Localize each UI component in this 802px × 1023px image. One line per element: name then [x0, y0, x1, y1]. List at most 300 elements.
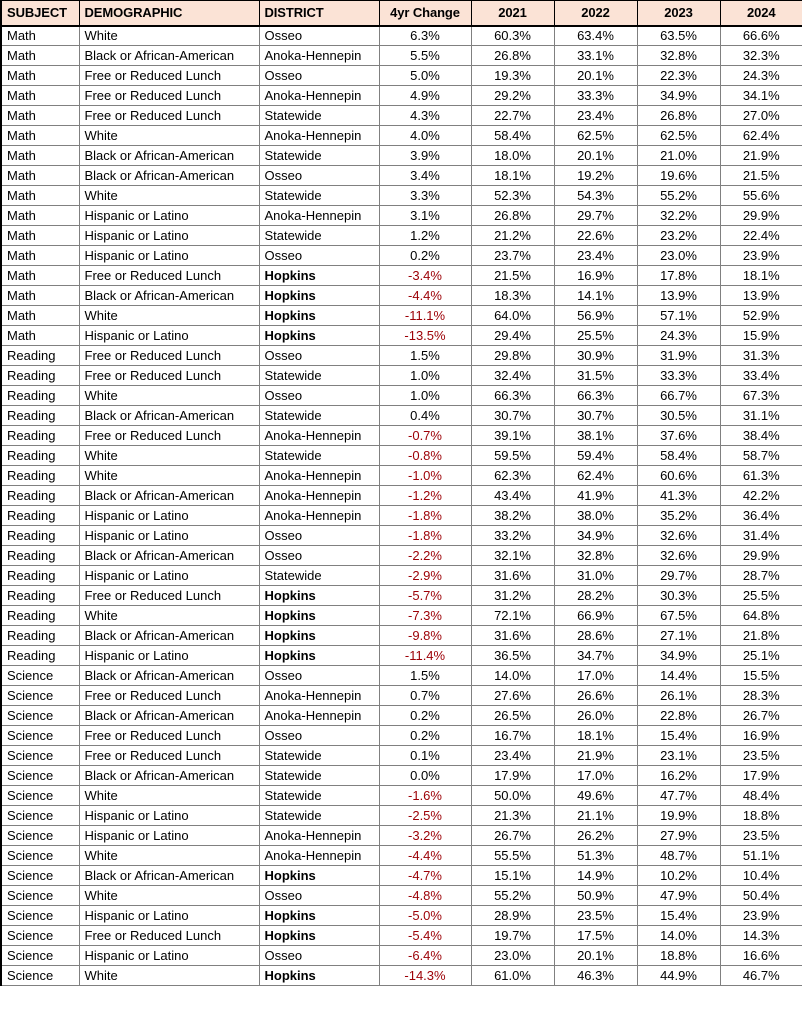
- cell-2024: 38.4%: [720, 426, 802, 446]
- cell-2022: 16.9%: [554, 266, 637, 286]
- cell-2022: 50.9%: [554, 886, 637, 906]
- table-row[interactable]: [1, 166, 802, 186]
- cell-2024: 23.5%: [720, 746, 802, 766]
- cell-2024: 15.5%: [720, 666, 802, 686]
- table-row[interactable]: [1, 466, 802, 486]
- cell-demographic: Hispanic or Latino: [79, 526, 259, 546]
- cell-2021: 33.2%: [471, 526, 554, 546]
- cell-subject: Science: [1, 866, 79, 886]
- table-body: [1, 26, 802, 986]
- table-row[interactable]: [1, 306, 802, 326]
- table-row[interactable]: [1, 626, 802, 646]
- cell-2022: 34.7%: [554, 646, 637, 666]
- cell-2021: 23.7%: [471, 246, 554, 266]
- cell-2022: 26.2%: [554, 826, 637, 846]
- cell-2022: 17.5%: [554, 926, 637, 946]
- cell-subject: Science: [1, 926, 79, 946]
- cell-4yr-change: 1.0%: [379, 366, 471, 386]
- cell-2022: 51.3%: [554, 846, 637, 866]
- cell-2024: 64.8%: [720, 606, 802, 626]
- cell-2022: 29.7%: [554, 206, 637, 226]
- cell-district: Osseo: [259, 246, 379, 266]
- cell-subject: Science: [1, 846, 79, 866]
- cell-2024: 16.9%: [720, 726, 802, 746]
- cell-district: Statewide: [259, 106, 379, 126]
- cell-demographic: Hispanic or Latino: [79, 806, 259, 826]
- table-row[interactable]: [1, 226, 802, 246]
- cell-2021: 21.2%: [471, 226, 554, 246]
- cell-2021: 50.0%: [471, 786, 554, 806]
- table-row[interactable]: [1, 946, 802, 966]
- cell-4yr-change: 0.2%: [379, 706, 471, 726]
- cell-2022: 56.9%: [554, 306, 637, 326]
- cell-2024: 58.7%: [720, 446, 802, 466]
- cell-2023: 63.5%: [637, 26, 720, 46]
- cell-2023: 27.9%: [637, 826, 720, 846]
- cell-2022: 30.7%: [554, 406, 637, 426]
- cell-demographic: Hispanic or Latino: [79, 246, 259, 266]
- column-header-demographic[interactable]: DEMOGRAPHIC: [79, 1, 259, 26]
- cell-2023: 15.4%: [637, 906, 720, 926]
- cell-2024: 18.1%: [720, 266, 802, 286]
- cell-2024: 10.4%: [720, 866, 802, 886]
- table-row[interactable]: [1, 406, 802, 426]
- cell-district: Statewide: [259, 186, 379, 206]
- cell-2022: 62.5%: [554, 126, 637, 146]
- cell-4yr-change: -3.2%: [379, 826, 471, 846]
- cell-2023: 32.6%: [637, 526, 720, 546]
- cell-2024: 31.4%: [720, 526, 802, 546]
- cell-district: Osseo: [259, 346, 379, 366]
- table-row[interactable]: [1, 886, 802, 906]
- cell-district: Osseo: [259, 526, 379, 546]
- cell-subject: Math: [1, 126, 79, 146]
- cell-subject: Math: [1, 186, 79, 206]
- cell-demographic: White: [79, 466, 259, 486]
- cell-demographic: Black or African-American: [79, 866, 259, 886]
- cell-demographic: White: [79, 606, 259, 626]
- cell-2024: 32.3%: [720, 46, 802, 66]
- cell-subject: Science: [1, 966, 79, 986]
- cell-2023: 14.0%: [637, 926, 720, 946]
- cell-2021: 66.3%: [471, 386, 554, 406]
- cell-subject: Math: [1, 166, 79, 186]
- cell-demographic: Free or Reduced Lunch: [79, 86, 259, 106]
- cell-4yr-change: 0.4%: [379, 406, 471, 426]
- column-header-2024[interactable]: 2024: [720, 1, 802, 26]
- cell-2021: 27.6%: [471, 686, 554, 706]
- cell-2021: 30.7%: [471, 406, 554, 426]
- cell-subject: Reading: [1, 586, 79, 606]
- table-header-row: [1, 1, 802, 26]
- cell-4yr-change: -1.8%: [379, 526, 471, 546]
- cell-district: Anoka-Hennepin: [259, 466, 379, 486]
- cell-subject: Reading: [1, 346, 79, 366]
- table-row[interactable]: [1, 506, 802, 526]
- cell-2024: 18.8%: [720, 806, 802, 826]
- cell-4yr-change: -2.2%: [379, 546, 471, 566]
- cell-2022: 59.4%: [554, 446, 637, 466]
- cell-2024: 26.7%: [720, 706, 802, 726]
- cell-2024: 33.4%: [720, 366, 802, 386]
- cell-2024: 42.2%: [720, 486, 802, 506]
- cell-2021: 26.5%: [471, 706, 554, 726]
- cell-4yr-change: 5.0%: [379, 66, 471, 86]
- table-row[interactable]: [1, 206, 802, 226]
- cell-2022: 38.1%: [554, 426, 637, 446]
- cell-2021: 29.2%: [471, 86, 554, 106]
- column-header-2023[interactable]: 2023: [637, 1, 720, 26]
- cell-2021: 26.8%: [471, 46, 554, 66]
- cell-2023: 13.9%: [637, 286, 720, 306]
- cell-2023: 30.3%: [637, 586, 720, 606]
- table-row[interactable]: [1, 386, 802, 406]
- cell-2023: 19.9%: [637, 806, 720, 826]
- cell-2021: 55.5%: [471, 846, 554, 866]
- table-row[interactable]: [1, 526, 802, 546]
- cell-district: Hopkins: [259, 326, 379, 346]
- cell-demographic: White: [79, 386, 259, 406]
- cell-4yr-change: -14.3%: [379, 966, 471, 986]
- table-row[interactable]: [1, 346, 802, 366]
- table-row[interactable]: [1, 686, 802, 706]
- cell-subject: Reading: [1, 626, 79, 646]
- cell-2023: 14.4%: [637, 666, 720, 686]
- cell-4yr-change: -0.7%: [379, 426, 471, 446]
- cell-4yr-change: 6.3%: [379, 26, 471, 46]
- table-row[interactable]: [1, 926, 802, 946]
- cell-subject: Reading: [1, 386, 79, 406]
- cell-2022: 32.8%: [554, 546, 637, 566]
- cell-2024: 31.1%: [720, 406, 802, 426]
- cell-2024: 48.4%: [720, 786, 802, 806]
- cell-4yr-change: 5.5%: [379, 46, 471, 66]
- cell-4yr-change: -1.6%: [379, 786, 471, 806]
- cell-2023: 44.9%: [637, 966, 720, 986]
- cell-4yr-change: 4.9%: [379, 86, 471, 106]
- cell-2023: 15.4%: [637, 726, 720, 746]
- cell-district: Anoka-Hennepin: [259, 126, 379, 146]
- table-row[interactable]: [1, 126, 802, 146]
- cell-2024: 51.1%: [720, 846, 802, 866]
- cell-2021: 26.7%: [471, 826, 554, 846]
- cell-2021: 62.3%: [471, 466, 554, 486]
- cell-4yr-change: -4.7%: [379, 866, 471, 886]
- cell-subject: Science: [1, 686, 79, 706]
- cell-4yr-change: 3.3%: [379, 186, 471, 206]
- cell-2023: 55.2%: [637, 186, 720, 206]
- cell-demographic: Free or Reduced Lunch: [79, 586, 259, 606]
- column-header-district[interactable]: DISTRICT: [259, 1, 379, 26]
- cell-2021: 16.7%: [471, 726, 554, 746]
- table-row[interactable]: [1, 726, 802, 746]
- cell-2023: 32.2%: [637, 206, 720, 226]
- cell-subject: Math: [1, 26, 79, 46]
- cell-subject: Reading: [1, 546, 79, 566]
- cell-district: Hopkins: [259, 306, 379, 326]
- cell-2021: 38.2%: [471, 506, 554, 526]
- cell-subject: Math: [1, 246, 79, 266]
- cell-demographic: Black or African-American: [79, 626, 259, 646]
- table-row[interactable]: [1, 46, 802, 66]
- cell-subject: Science: [1, 786, 79, 806]
- cell-demographic: Free or Reduced Lunch: [79, 346, 259, 366]
- cell-district: Anoka-Hennepin: [259, 86, 379, 106]
- cell-demographic: White: [79, 126, 259, 146]
- cell-subject: Science: [1, 826, 79, 846]
- cell-district: Statewide: [259, 766, 379, 786]
- cell-4yr-change: 1.5%: [379, 346, 471, 366]
- cell-2021: 21.3%: [471, 806, 554, 826]
- cell-2023: 35.2%: [637, 506, 720, 526]
- cell-subject: Science: [1, 806, 79, 826]
- cell-district: Statewide: [259, 786, 379, 806]
- cell-subject: Science: [1, 726, 79, 746]
- cell-2022: 23.4%: [554, 106, 637, 126]
- cell-demographic: White: [79, 966, 259, 986]
- cell-subject: Science: [1, 886, 79, 906]
- cell-2021: 29.4%: [471, 326, 554, 346]
- cell-4yr-change: -11.1%: [379, 306, 471, 326]
- cell-2023: 41.3%: [637, 486, 720, 506]
- cell-district: Osseo: [259, 546, 379, 566]
- table-row[interactable]: [1, 906, 802, 926]
- table-row[interactable]: [1, 786, 802, 806]
- cell-demographic: Hispanic or Latino: [79, 826, 259, 846]
- cell-4yr-change: -4.4%: [379, 846, 471, 866]
- cell-district: Osseo: [259, 166, 379, 186]
- table-row[interactable]: [1, 66, 802, 86]
- cell-subject: Reading: [1, 506, 79, 526]
- table-row[interactable]: [1, 866, 802, 886]
- cell-4yr-change: 1.5%: [379, 666, 471, 686]
- table-row[interactable]: [1, 666, 802, 686]
- cell-4yr-change: -1.8%: [379, 506, 471, 526]
- cell-subject: Math: [1, 206, 79, 226]
- table-row[interactable]: [1, 606, 802, 626]
- cell-district: Osseo: [259, 726, 379, 746]
- cell-2024: 62.4%: [720, 126, 802, 146]
- cell-4yr-change: 0.2%: [379, 726, 471, 746]
- cell-4yr-change: 1.2%: [379, 226, 471, 246]
- cell-2022: 49.6%: [554, 786, 637, 806]
- table-row[interactable]: [1, 746, 802, 766]
- cell-2022: 14.9%: [554, 866, 637, 886]
- cell-demographic: Free or Reduced Lunch: [79, 106, 259, 126]
- cell-2023: 17.8%: [637, 266, 720, 286]
- table-row[interactable]: [1, 586, 802, 606]
- cell-subject: Reading: [1, 566, 79, 586]
- cell-district: Hopkins: [259, 906, 379, 926]
- cell-2023: 21.0%: [637, 146, 720, 166]
- cell-2022: 30.9%: [554, 346, 637, 366]
- cell-2022: 63.4%: [554, 26, 637, 46]
- cell-2024: 46.7%: [720, 966, 802, 986]
- cell-demographic: Hispanic or Latino: [79, 326, 259, 346]
- cell-4yr-change: -7.3%: [379, 606, 471, 626]
- cell-demographic: Hispanic or Latino: [79, 946, 259, 966]
- cell-2022: 62.4%: [554, 466, 637, 486]
- cell-2023: 27.1%: [637, 626, 720, 646]
- cell-demographic: Free or Reduced Lunch: [79, 266, 259, 286]
- cell-demographic: Black or African-American: [79, 486, 259, 506]
- cell-demographic: Black or African-American: [79, 706, 259, 726]
- cell-4yr-change: 0.1%: [379, 746, 471, 766]
- table-row[interactable]: [1, 706, 802, 726]
- cell-2021: 31.6%: [471, 566, 554, 586]
- cell-2024: 25.5%: [720, 586, 802, 606]
- cell-demographic: Hispanic or Latino: [79, 646, 259, 666]
- cell-2023: 58.4%: [637, 446, 720, 466]
- cell-district: Osseo: [259, 666, 379, 686]
- cell-2022: 17.0%: [554, 666, 637, 686]
- cell-demographic: Black or African-American: [79, 166, 259, 186]
- cell-2021: 14.0%: [471, 666, 554, 686]
- cell-demographic: Black or African-American: [79, 286, 259, 306]
- cell-4yr-change: 0.2%: [379, 246, 471, 266]
- cell-2021: 23.4%: [471, 746, 554, 766]
- cell-district: Statewide: [259, 146, 379, 166]
- table-row[interactable]: [1, 806, 802, 826]
- cell-2023: 26.8%: [637, 106, 720, 126]
- table-row[interactable]: [1, 326, 802, 346]
- cell-2024: 29.9%: [720, 546, 802, 566]
- cell-subject: Math: [1, 106, 79, 126]
- cell-demographic: Hispanic or Latino: [79, 206, 259, 226]
- cell-2023: 34.9%: [637, 646, 720, 666]
- column-header-2021[interactable]: 2021: [471, 1, 554, 26]
- cell-2024: 17.9%: [720, 766, 802, 786]
- cell-subject: Reading: [1, 426, 79, 446]
- cell-district: Anoka-Hennepin: [259, 46, 379, 66]
- table-row[interactable]: [1, 826, 802, 846]
- cell-4yr-change: -0.8%: [379, 446, 471, 466]
- cell-2024: 23.5%: [720, 826, 802, 846]
- cell-district: Statewide: [259, 226, 379, 246]
- cell-subject: Reading: [1, 486, 79, 506]
- table-row[interactable]: [1, 566, 802, 586]
- cell-subject: Science: [1, 666, 79, 686]
- cell-2023: 47.9%: [637, 886, 720, 906]
- table-row[interactable]: [1, 186, 802, 206]
- cell-demographic: White: [79, 446, 259, 466]
- cell-2023: 16.2%: [637, 766, 720, 786]
- cell-2022: 18.1%: [554, 726, 637, 746]
- cell-2022: 34.9%: [554, 526, 637, 546]
- cell-district: Anoka-Hennepin: [259, 686, 379, 706]
- cell-4yr-change: -2.9%: [379, 566, 471, 586]
- cell-4yr-change: 4.3%: [379, 106, 471, 126]
- cell-2024: 52.9%: [720, 306, 802, 326]
- cell-2021: 31.2%: [471, 586, 554, 606]
- cell-4yr-change: -9.8%: [379, 626, 471, 646]
- cell-district: Anoka-Hennepin: [259, 426, 379, 446]
- cell-demographic: Black or African-American: [79, 46, 259, 66]
- cell-2022: 19.2%: [554, 166, 637, 186]
- cell-4yr-change: -3.4%: [379, 266, 471, 286]
- cell-2023: 22.8%: [637, 706, 720, 726]
- table-row[interactable]: [1, 266, 802, 286]
- cell-district: Hopkins: [259, 626, 379, 646]
- table-row[interactable]: [1, 86, 802, 106]
- cell-2024: 21.5%: [720, 166, 802, 186]
- cell-demographic: Free or Reduced Lunch: [79, 746, 259, 766]
- cell-subject: Math: [1, 86, 79, 106]
- cell-2021: 39.1%: [471, 426, 554, 446]
- cell-2022: 25.5%: [554, 326, 637, 346]
- cell-demographic: Black or African-American: [79, 406, 259, 426]
- cell-4yr-change: -5.4%: [379, 926, 471, 946]
- cell-2023: 67.5%: [637, 606, 720, 626]
- cell-2022: 21.1%: [554, 806, 637, 826]
- table-row[interactable]: [1, 646, 802, 666]
- cell-2021: 21.5%: [471, 266, 554, 286]
- cell-2021: 61.0%: [471, 966, 554, 986]
- cell-2024: 31.3%: [720, 346, 802, 366]
- cell-demographic: White: [79, 786, 259, 806]
- table-row[interactable]: [1, 106, 802, 126]
- cell-2023: 57.1%: [637, 306, 720, 326]
- cell-subject: Reading: [1, 466, 79, 486]
- table-row[interactable]: [1, 366, 802, 386]
- cell-2024: 67.3%: [720, 386, 802, 406]
- table-row[interactable]: [1, 486, 802, 506]
- cell-2022: 46.3%: [554, 966, 637, 986]
- table-row[interactable]: [1, 286, 802, 306]
- table-row[interactable]: [1, 846, 802, 866]
- column-header-4yr-change[interactable]: 4yr Change: [379, 1, 471, 26]
- cell-demographic: Hispanic or Latino: [79, 506, 259, 526]
- cell-4yr-change: -5.7%: [379, 586, 471, 606]
- cell-2024: 55.6%: [720, 186, 802, 206]
- cell-district: Hopkins: [259, 966, 379, 986]
- cell-2022: 66.3%: [554, 386, 637, 406]
- table-row[interactable]: [1, 766, 802, 786]
- column-header-subject[interactable]: SUBJECT: [1, 1, 79, 26]
- cell-2021: 59.5%: [471, 446, 554, 466]
- cell-2022: 22.6%: [554, 226, 637, 246]
- cell-district: Statewide: [259, 366, 379, 386]
- table-row[interactable]: [1, 426, 802, 446]
- cell-district: Hopkins: [259, 286, 379, 306]
- cell-district: Hopkins: [259, 646, 379, 666]
- cell-2023: 31.9%: [637, 346, 720, 366]
- table-row[interactable]: [1, 246, 802, 266]
- table-row[interactable]: [1, 446, 802, 466]
- table-row[interactable]: [1, 966, 802, 986]
- table-row[interactable]: [1, 546, 802, 566]
- cell-demographic: White: [79, 846, 259, 866]
- column-header-2022[interactable]: 2022: [554, 1, 637, 26]
- cell-2024: 15.9%: [720, 326, 802, 346]
- cell-demographic: White: [79, 186, 259, 206]
- table-row[interactable]: [1, 146, 802, 166]
- cell-2024: 29.9%: [720, 206, 802, 226]
- cell-2022: 66.9%: [554, 606, 637, 626]
- cell-subject: Science: [1, 746, 79, 766]
- cell-2023: 66.7%: [637, 386, 720, 406]
- cell-2023: 47.7%: [637, 786, 720, 806]
- cell-demographic: Free or Reduced Lunch: [79, 366, 259, 386]
- cell-2024: 21.8%: [720, 626, 802, 646]
- cell-4yr-change: 3.9%: [379, 146, 471, 166]
- table-row[interactable]: [1, 26, 802, 46]
- cell-2021: 18.3%: [471, 286, 554, 306]
- cell-2021: 23.0%: [471, 946, 554, 966]
- cell-2023: 18.8%: [637, 946, 720, 966]
- cell-4yr-change: -5.0%: [379, 906, 471, 926]
- cell-2024: 36.4%: [720, 506, 802, 526]
